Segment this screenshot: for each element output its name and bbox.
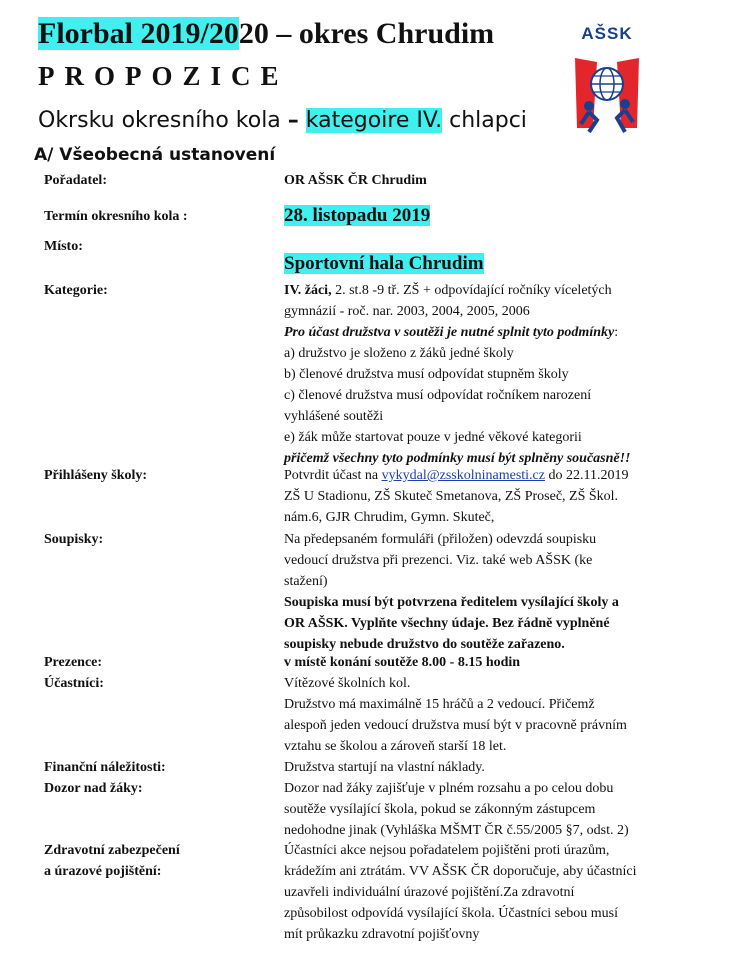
value-prihlaseny [284, 465, 684, 528]
label-misto: Místo: [44, 239, 83, 254]
soupisky-l5: OR AŠSK. Vyplňte všechny údaje. Bez řádně vyplněné [284, 616, 610, 631]
zdravotni-l4: způsobilost odpovídá vysílající škola. Účastníci sebou musí [284, 906, 619, 921]
kategorie-l7: vyhlášené soutěži [284, 409, 384, 424]
kategorie-l8: e) žák může startovat pouze v jedné věkové kategorii [284, 430, 582, 445]
kategorie-l2: gymnázií - roč. nar. 2003, 2004, 2005, 2006 [284, 304, 530, 319]
prihlaseny-l1a: Potvrdit účast na [284, 468, 382, 483]
label-termin: Termín okresního kola : [44, 209, 188, 224]
dozor-l1: Dozor nad žáky zajišťuje v plném rozsahu a po celou dobu [284, 781, 614, 796]
section-heading: A/ Všeobecná ustanovení [34, 145, 276, 165]
dozor-l2: soutěže vysílající škola, pokud se zákonným zástupcem [284, 802, 596, 817]
soupisky-l3: stažení) [284, 574, 328, 589]
value-kategorie [284, 280, 684, 469]
document-subtitle: PROPOZICE [38, 61, 289, 91]
kategorie-l1: 2. st.8 -9 tř. ZŠ + odpovídající ročníky víceletých [331, 283, 612, 298]
value-zdravotni [284, 840, 684, 945]
heading-dash: – [287, 108, 299, 133]
email-link[interactable]: vykydal@zsskolninamesti.cz [381, 468, 545, 483]
logo-text: AŠSK [581, 24, 633, 43]
title-highlight: Florbal 2019/20 [38, 17, 239, 50]
logo-figure-icon [567, 24, 647, 134]
ucastnici-l1: Vítězové školních kol. [284, 676, 411, 691]
value-dozor [284, 778, 684, 841]
prihlaseny-l2: ZŠ U Stadionu, ZŠ Skuteč Smetanova, ZŠ Proseč, ZŠ Škol. [284, 489, 619, 504]
round-heading [38, 104, 527, 138]
label-kategorie: Kategorie: [44, 283, 108, 298]
kategorie-l9: přičemž všechny tyto podmínky musí být splněny současně!! [284, 451, 631, 466]
assk-logo [567, 24, 647, 134]
prihlaseny-l3: nám.6, GJR Chrudim, Gymn. Skuteč, [284, 510, 495, 525]
page-title [38, 16, 494, 52]
label-dozor: Dozor nad žáky: [44, 781, 143, 796]
soupisky-l4: Soupiska musí být potvrzena ředitelem vysílající školy a [284, 595, 619, 610]
heading-tail: chlapci [442, 108, 527, 133]
label-zdravotni-1: Zdravotní zabezpečení [44, 843, 180, 858]
value-soupisky [284, 529, 684, 655]
dozor-l3: nedohodne jinak (Vyhláška MŠMT ČR č.55/2005 §7, odst. 2) [284, 823, 629, 838]
label-zdravotni-2: a úrazové pojištění: [44, 864, 162, 879]
zdravotni-l2: krádežím ani ztrátám. VV AŠSK ČR doporučuje, aby účastníci [284, 864, 637, 879]
value-prezence: v místě konání soutěže 8.00 - 8.15 hodin [284, 655, 521, 670]
kategorie-bold: IV. žáci, [284, 283, 332, 298]
value-misto-wrap [284, 250, 684, 278]
zdravotni-l5: mít průkazku zdravotní pojišťovny [284, 927, 480, 942]
kategorie-l5: b) členové družstva musí odpovídat stupněm školy [284, 367, 569, 382]
value-termin-wrap [284, 202, 684, 230]
title-rest: 20 – okres Chrudim [238, 17, 495, 50]
value-poradatel: OR AŠSK ČR Chrudim [284, 173, 427, 188]
zdravotni-l1: Účastníci akce nejsou pořadatelem pojištěni proti úrazům, [284, 843, 610, 858]
zdravotni-l3: uzavřeli individuální úrazové pojištění.Za zdravotní [284, 885, 575, 900]
kategorie-l6: c) členové družstva musí odpovídat ročníkem narození [284, 388, 592, 403]
ucastnici-l4: vztahu se školou a zároveň starší 18 let. [284, 739, 507, 754]
label-prihlaseny: Přihlášeny školy: [44, 468, 148, 483]
soupisky-l6: soupisky nebude družstvo do soutěže zařazeno. [284, 637, 565, 652]
value-termin: 28. listopadu 2019 [284, 205, 431, 226]
value-financni: Družstva startují na vlastní náklady. [284, 760, 485, 775]
label-prezence: Prezence: [44, 655, 103, 670]
kategorie-l3b: : [614, 325, 619, 340]
soupisky-l2: vedoucí družstva při prezenci. Viz. také web AŠSK (ke [284, 553, 593, 568]
value-ucastnici [284, 673, 684, 757]
soupisky-l1: Na předepsaném formuláři (přiložen) odevzdá soupisku [284, 532, 597, 547]
label-poradatel: Pořadatel: [44, 173, 107, 188]
heading-highlight: kategoire IV. [305, 108, 443, 133]
kategorie-l4: a) družstvo je složeno z žáků jedné školy [284, 346, 514, 361]
ucastnici-l2: Družstvo má maximálně 15 hráčů a 2 vedoucí. Přičemž [284, 697, 595, 712]
value-misto: Sportovní hala Chrudim [284, 253, 484, 274]
label-soupisky: Soupisky: [44, 532, 104, 547]
prihlaseny-l1b: do 22.11.2019 [544, 468, 629, 483]
kategorie-l3: Pro účast družstva v soutěži je nutné splnit tyto podmínky [284, 325, 615, 340]
label-financni: Finanční náležitosti: [44, 760, 166, 775]
ucastnici-l3: alespoň jeden vedoucí družstva musí být v pracovně právním [284, 718, 627, 733]
label-zdravotni [44, 840, 274, 882]
label-ucastnici: Účastníci: [44, 676, 104, 691]
heading-text: Okrsku okresního kola [38, 108, 288, 133]
